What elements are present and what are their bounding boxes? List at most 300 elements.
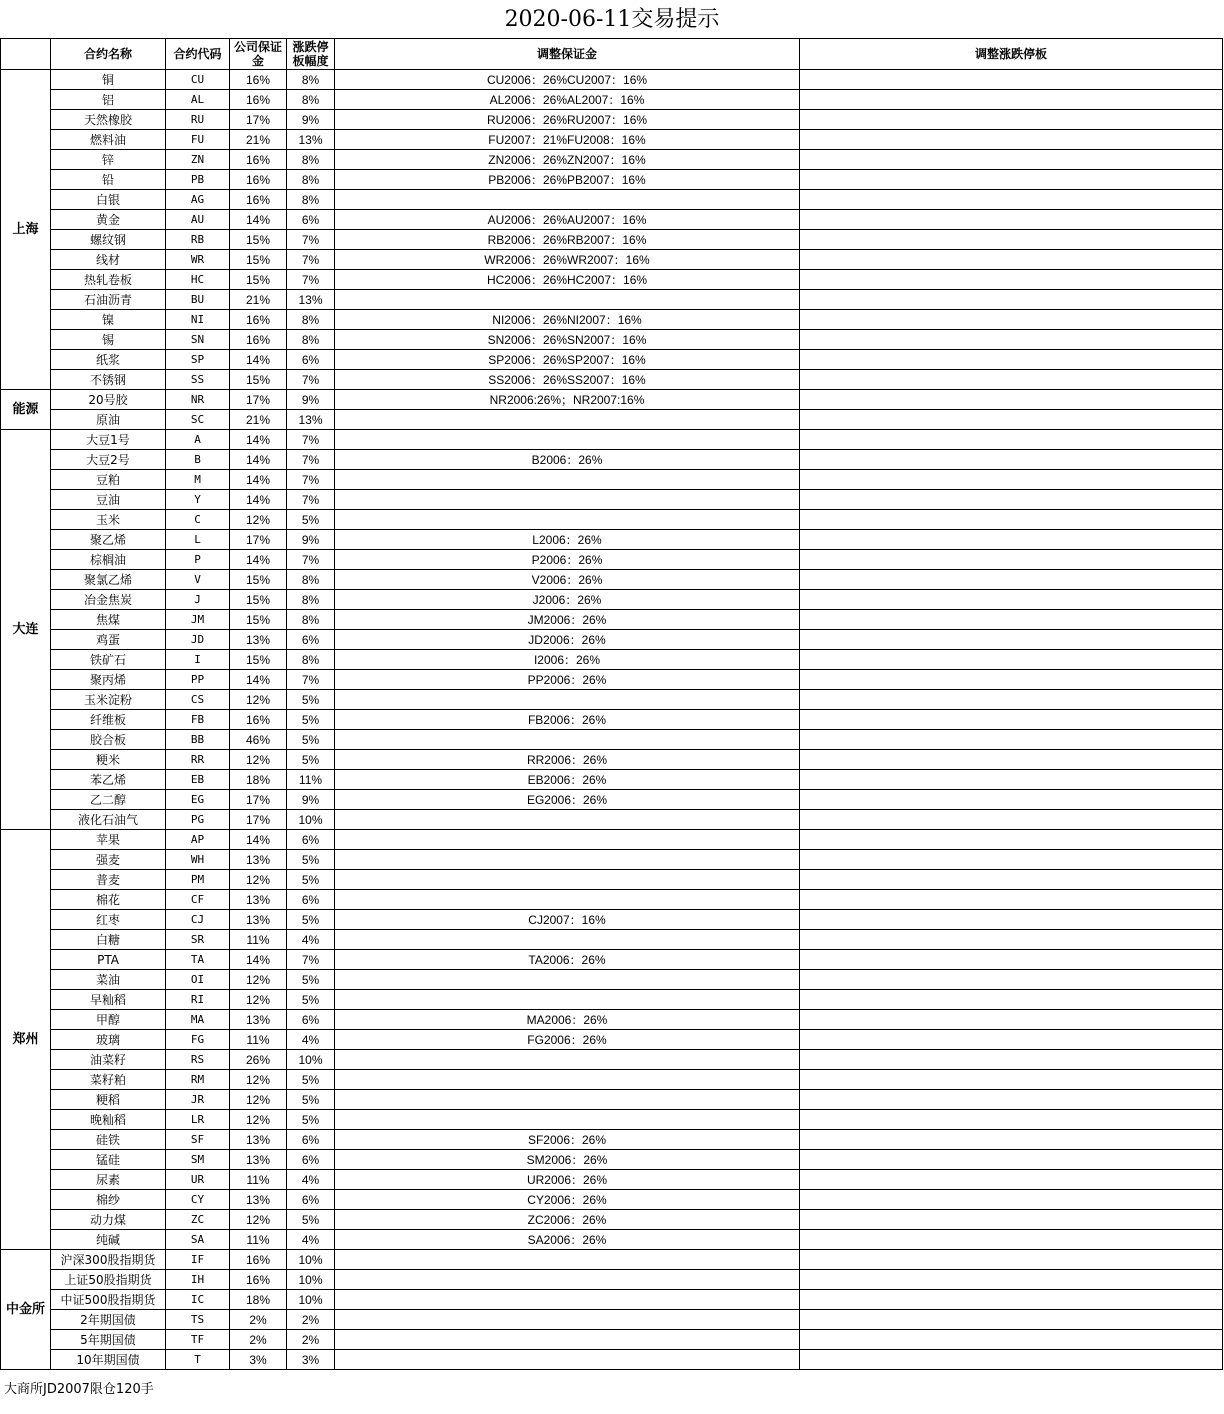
price-limit-cell: 10% [287, 810, 335, 830]
price-limit-cell: 7% [287, 470, 335, 490]
table-row [1, 870, 1223, 890]
table-row [1, 330, 1223, 350]
price-limit-cell: 8% [287, 70, 335, 90]
contract-code-cell: IH [166, 1270, 230, 1290]
adjusted-margin-cell: J2006：26% [335, 590, 800, 610]
adjusted-margin-cell: L2006：26% [335, 530, 800, 550]
adjusted-limit-cell [800, 370, 1223, 390]
adjusted-limit-cell [800, 1050, 1223, 1070]
company-margin-cell: 2% [230, 1310, 287, 1330]
contract-code-cell: RU [166, 110, 230, 130]
price-limit-cell: 5% [287, 750, 335, 770]
contract-name-cell: 黄金 [51, 210, 166, 230]
price-limit-cell: 8% [287, 170, 335, 190]
adjusted-limit-cell [800, 1150, 1223, 1170]
company-margin-cell: 15% [230, 650, 287, 670]
table-row [1, 990, 1223, 1010]
company-margin-cell: 15% [230, 570, 287, 590]
company-margin-cell: 18% [230, 1290, 287, 1310]
adjusted-limit-cell [800, 890, 1223, 910]
contract-name-cell: 燃料油 [51, 130, 166, 150]
adjusted-limit-cell [800, 650, 1223, 670]
table-row [1, 670, 1223, 690]
price-limit-cell: 13% [287, 410, 335, 430]
table-body [1, 70, 1223, 1370]
adjusted-margin-cell [335, 1110, 800, 1130]
price-limit-cell: 9% [287, 530, 335, 550]
contract-name-cell: 上证50股指期货 [51, 1270, 166, 1290]
contract-code-cell: Y [166, 490, 230, 510]
adjusted-margin-cell: FB2006：26% [335, 710, 800, 730]
table-row [1, 1350, 1223, 1370]
contract-code-cell: T [166, 1350, 230, 1370]
adjusted-margin-cell: V2006：26% [335, 570, 800, 590]
table-row [1, 90, 1223, 110]
contract-code-cell: SF [166, 1130, 230, 1150]
table-row [1, 150, 1223, 170]
contract-code-cell: NI [166, 310, 230, 330]
price-limit-cell: 7% [287, 450, 335, 470]
table-row [1, 1130, 1223, 1150]
contract-name-cell: 苹果 [51, 830, 166, 850]
adjusted-margin-cell [335, 510, 800, 530]
contract-code-cell: NR [166, 390, 230, 410]
adjusted-margin-cell: SF2006：26% [335, 1130, 800, 1150]
table-row [1, 610, 1223, 630]
adjusted-margin-cell: SS2006：26%SS2007：16% [335, 370, 800, 390]
price-limit-cell: 2% [287, 1310, 335, 1330]
price-limit-cell: 13% [287, 130, 335, 150]
table-row [1, 510, 1223, 530]
adjusted-margin-cell [335, 730, 800, 750]
table-row [1, 550, 1223, 570]
company-margin-cell: 15% [230, 270, 287, 290]
adjusted-margin-cell [335, 1330, 800, 1350]
price-limit-cell: 5% [287, 1210, 335, 1230]
table-row [1, 910, 1223, 930]
contract-name-cell: 动力煤 [51, 1210, 166, 1230]
price-limit-cell: 11% [287, 770, 335, 790]
adjusted-limit-cell [800, 250, 1223, 270]
exchange-cell: 上海 [1, 70, 51, 390]
company-margin-cell: 16% [230, 190, 287, 210]
contract-code-cell: EG [166, 790, 230, 810]
price-limit-cell: 4% [287, 1170, 335, 1190]
adjusted-limit-cell [800, 1250, 1223, 1270]
adjusted-limit-cell [800, 1170, 1223, 1190]
contract-code-cell: AG [166, 190, 230, 210]
adjusted-margin-cell: CJ2007：16% [335, 910, 800, 930]
price-limit-cell: 5% [287, 990, 335, 1010]
contract-name-cell: 焦煤 [51, 610, 166, 630]
price-limit-cell: 6% [287, 350, 335, 370]
price-limit-cell: 5% [287, 710, 335, 730]
company-margin-cell: 12% [230, 1210, 287, 1230]
table-row [1, 970, 1223, 990]
adjusted-margin-cell: JD2006：26% [335, 630, 800, 650]
table-row [1, 1310, 1223, 1330]
adjusted-limit-cell [800, 930, 1223, 950]
table-row [1, 70, 1223, 90]
table-row [1, 390, 1223, 410]
table-row [1, 570, 1223, 590]
adjusted-limit-cell [800, 350, 1223, 370]
price-limit-cell: 8% [287, 570, 335, 590]
price-limit-cell: 10% [287, 1290, 335, 1310]
contract-code-cell: PM [166, 870, 230, 890]
contract-name-cell: 棉纱 [51, 1190, 166, 1210]
adjusted-margin-cell [335, 290, 800, 310]
header-row [1, 39, 1223, 70]
company-margin-cell: 15% [230, 590, 287, 610]
adjusted-limit-cell [800, 990, 1223, 1010]
contract-code-cell: PB [166, 170, 230, 190]
adjusted-limit-cell [800, 610, 1223, 630]
adjusted-margin-cell: AL2006：26%AL2007：16% [335, 90, 800, 110]
adjusted-limit-cell [800, 750, 1223, 770]
price-limit-cell: 7% [287, 370, 335, 390]
adjusted-margin-cell: PP2006：26% [335, 670, 800, 690]
contract-code-cell: IC [166, 1290, 230, 1310]
adjusted-limit-cell [800, 490, 1223, 510]
contract-code-cell: AU [166, 210, 230, 230]
company-margin-cell: 21% [230, 290, 287, 310]
adjusted-limit-cell [800, 1230, 1223, 1250]
contract-name-cell: 菜籽粕 [51, 1070, 166, 1090]
table-row [1, 710, 1223, 730]
contract-code-cell: J [166, 590, 230, 610]
price-limit-cell: 7% [287, 950, 335, 970]
contract-code-cell: SN [166, 330, 230, 350]
price-limit-cell: 8% [287, 610, 335, 630]
table-row [1, 1050, 1223, 1070]
price-limit-cell: 13% [287, 290, 335, 310]
table-row [1, 650, 1223, 670]
header-adjusted-margin: 调整保证金 [335, 39, 800, 70]
adjusted-limit-cell [800, 1130, 1223, 1150]
table-row [1, 750, 1223, 770]
adjusted-limit-cell [800, 1110, 1223, 1130]
contract-name-cell: 热轧卷板 [51, 270, 166, 290]
table-row [1, 1230, 1223, 1250]
company-margin-cell: 12% [230, 510, 287, 530]
adjusted-limit-cell [800, 1070, 1223, 1090]
contract-name-cell: 纸浆 [51, 350, 166, 370]
contract-code-cell: RI [166, 990, 230, 1010]
contract-code-cell: JR [166, 1090, 230, 1110]
table-row [1, 1150, 1223, 1170]
price-limit-cell: 9% [287, 110, 335, 130]
contract-name-cell: 聚乙烯 [51, 530, 166, 550]
contract-code-cell: CY [166, 1190, 230, 1210]
price-limit-cell: 5% [287, 1090, 335, 1110]
contract-code-cell: OI [166, 970, 230, 990]
table-row [1, 1190, 1223, 1210]
adjusted-limit-cell [800, 1270, 1223, 1290]
contract-name-cell: 5年期国债 [51, 1330, 166, 1350]
exchange-cell: 大连 [1, 430, 51, 830]
adjusted-margin-cell [335, 490, 800, 510]
contract-name-cell: 粳米 [51, 750, 166, 770]
company-margin-cell: 13% [230, 1010, 287, 1030]
contract-code-cell: TA [166, 950, 230, 970]
contract-name-cell: 晚籼稻 [51, 1110, 166, 1130]
adjusted-limit-cell [800, 330, 1223, 350]
contract-name-cell: 油菜籽 [51, 1050, 166, 1070]
price-limit-cell: 8% [287, 90, 335, 110]
company-margin-cell: 13% [230, 1190, 287, 1210]
price-limit-cell: 6% [287, 1130, 335, 1150]
table-row [1, 1030, 1223, 1050]
contract-name-cell: 菜油 [51, 970, 166, 990]
table-row [1, 470, 1223, 490]
adjusted-limit-cell [800, 710, 1223, 730]
company-margin-cell: 26% [230, 1050, 287, 1070]
contract-name-cell: 2年期国债 [51, 1310, 166, 1330]
company-margin-cell: 16% [230, 310, 287, 330]
company-margin-cell: 12% [230, 1110, 287, 1130]
table-row [1, 830, 1223, 850]
company-margin-cell: 14% [230, 550, 287, 570]
price-limit-cell: 6% [287, 890, 335, 910]
contract-name-cell: 苯乙烯 [51, 770, 166, 790]
contract-name-cell: 锌 [51, 150, 166, 170]
company-margin-cell: 11% [230, 1030, 287, 1050]
adjusted-limit-cell [800, 470, 1223, 490]
company-margin-cell: 16% [230, 170, 287, 190]
contract-name-cell: 铁矿石 [51, 650, 166, 670]
contract-code-cell: JM [166, 610, 230, 630]
header-exchange [1, 39, 51, 70]
adjusted-margin-cell: RR2006：26% [335, 750, 800, 770]
contract-code-cell: AP [166, 830, 230, 850]
adjusted-limit-cell [800, 110, 1223, 130]
adjusted-margin-cell: I2006：26% [335, 650, 800, 670]
contract-name-cell: 红枣 [51, 910, 166, 930]
price-limit-cell: 7% [287, 230, 335, 250]
contract-code-cell: SS [166, 370, 230, 390]
price-limit-cell: 8% [287, 190, 335, 210]
company-margin-cell: 16% [230, 1270, 287, 1290]
contract-code-cell: ZC [166, 1210, 230, 1230]
company-margin-cell: 17% [230, 530, 287, 550]
table-row [1, 1010, 1223, 1030]
adjusted-margin-cell [335, 970, 800, 990]
contract-code-cell: EB [166, 770, 230, 790]
price-limit-cell: 9% [287, 790, 335, 810]
contract-code-cell: CJ [166, 910, 230, 930]
table-row [1, 1110, 1223, 1130]
adjusted-limit-cell [800, 1090, 1223, 1110]
adjusted-margin-cell: NR2006:26%；NR2007:16% [335, 390, 800, 410]
contract-name-cell: 沪深300股指期货 [51, 1250, 166, 1270]
table-row [1, 490, 1223, 510]
company-margin-cell: 16% [230, 70, 287, 90]
table-row [1, 430, 1223, 450]
adjusted-margin-cell: UR2006：26% [335, 1170, 800, 1190]
contract-name-cell: 棉花 [51, 890, 166, 910]
company-margin-cell: 21% [230, 410, 287, 430]
adjusted-margin-cell: SM2006：26% [335, 1150, 800, 1170]
company-margin-cell: 13% [230, 850, 287, 870]
adjusted-limit-cell [800, 230, 1223, 250]
contract-code-cell: RS [166, 1050, 230, 1070]
adjusted-limit-cell [800, 1310, 1223, 1330]
price-limit-cell: 8% [287, 310, 335, 330]
adjusted-limit-cell [800, 690, 1223, 710]
company-margin-cell: 14% [230, 350, 287, 370]
exchange-cell: 郑州 [1, 830, 51, 1250]
contract-code-cell: BB [166, 730, 230, 750]
adjusted-limit-cell [800, 1010, 1223, 1030]
adjusted-margin-cell: CY2006：26% [335, 1190, 800, 1210]
adjusted-margin-cell: SN2006：26%SN2007：16% [335, 330, 800, 350]
adjusted-limit-cell [800, 290, 1223, 310]
contract-name-cell: 鸡蛋 [51, 630, 166, 650]
contract-code-cell: WH [166, 850, 230, 870]
contract-name-cell: 铜 [51, 70, 166, 90]
adjusted-margin-cell [335, 850, 800, 870]
price-limit-cell: 8% [287, 650, 335, 670]
company-margin-cell: 17% [230, 790, 287, 810]
table-row [1, 1090, 1223, 1110]
contract-code-cell: CS [166, 690, 230, 710]
price-limit-cell: 7% [287, 270, 335, 290]
table-row [1, 310, 1223, 330]
contract-code-cell: RM [166, 1070, 230, 1090]
price-limit-cell: 6% [287, 630, 335, 650]
contract-code-cell: M [166, 470, 230, 490]
adjusted-margin-cell [335, 990, 800, 1010]
contract-name-cell: 甲醇 [51, 1010, 166, 1030]
adjusted-margin-cell: CU2006：26%CU2007：16% [335, 70, 800, 90]
contract-name-cell: 豆油 [51, 490, 166, 510]
table-row [1, 1270, 1223, 1290]
company-margin-cell: 12% [230, 990, 287, 1010]
price-limit-cell: 6% [287, 1150, 335, 1170]
price-limit-cell: 4% [287, 930, 335, 950]
table-row [1, 850, 1223, 870]
adjusted-limit-cell [800, 1290, 1223, 1310]
contract-code-cell: SC [166, 410, 230, 430]
contract-code-cell: SM [166, 1150, 230, 1170]
contract-code-cell: SR [166, 930, 230, 950]
contract-code-cell: B [166, 450, 230, 470]
company-margin-cell: 3% [230, 1350, 287, 1370]
adjusted-limit-cell [800, 770, 1223, 790]
company-margin-cell: 16% [230, 330, 287, 350]
contract-code-cell: AL [166, 90, 230, 110]
table-row [1, 130, 1223, 150]
company-margin-cell: 12% [230, 1090, 287, 1110]
company-margin-cell: 21% [230, 130, 287, 150]
company-margin-cell: 12% [230, 750, 287, 770]
adjusted-margin-cell [335, 1310, 800, 1330]
contract-code-cell: A [166, 430, 230, 450]
company-margin-cell: 14% [230, 950, 287, 970]
contract-name-cell: 螺纹钢 [51, 230, 166, 250]
price-limit-cell: 7% [287, 550, 335, 570]
price-limit-cell: 5% [287, 690, 335, 710]
adjusted-margin-cell: FG2006：26% [335, 1030, 800, 1050]
contract-code-cell: LR [166, 1110, 230, 1130]
company-margin-cell: 13% [230, 910, 287, 930]
company-margin-cell: 11% [230, 930, 287, 950]
adjusted-limit-cell [800, 210, 1223, 230]
company-margin-cell: 16% [230, 150, 287, 170]
adjusted-limit-cell [800, 190, 1223, 210]
adjusted-margin-cell: B2006：26% [335, 450, 800, 470]
adjusted-margin-cell: PB2006：26%PB2007：16% [335, 170, 800, 190]
contract-name-cell: 冶金焦炭 [51, 590, 166, 610]
adjusted-margin-cell [335, 870, 800, 890]
contract-name-cell: 白糖 [51, 930, 166, 950]
adjusted-limit-cell [800, 150, 1223, 170]
adjusted-margin-cell: ZC2006：26% [335, 1210, 800, 1230]
adjusted-margin-cell: MA2006：26% [335, 1010, 800, 1030]
header-company-margin: 公司保证金 [230, 39, 287, 70]
adjusted-limit-cell [800, 270, 1223, 290]
table-row [1, 770, 1223, 790]
adjusted-limit-cell [800, 870, 1223, 890]
price-limit-cell: 10% [287, 1270, 335, 1290]
company-margin-cell: 12% [230, 970, 287, 990]
adjusted-margin-cell [335, 1090, 800, 1110]
adjusted-margin-cell: RB2006：26%RB2007：16% [335, 230, 800, 250]
adjusted-limit-cell [800, 70, 1223, 90]
price-limit-cell: 6% [287, 210, 335, 230]
adjusted-margin-cell: SA2006：26% [335, 1230, 800, 1250]
company-margin-cell: 12% [230, 870, 287, 890]
contract-code-cell: SA [166, 1230, 230, 1250]
adjusted-margin-cell [335, 830, 800, 850]
contract-code-cell: FB [166, 710, 230, 730]
company-margin-cell: 14% [230, 210, 287, 230]
contract-name-cell: 白银 [51, 190, 166, 210]
company-margin-cell: 14% [230, 470, 287, 490]
company-margin-cell: 15% [230, 250, 287, 270]
table-row [1, 690, 1223, 710]
header-adjusted-limit: 调整涨跌停板 [800, 39, 1223, 70]
contract-name-cell: 锰硅 [51, 1150, 166, 1170]
table-row [1, 1210, 1223, 1230]
company-margin-cell: 15% [230, 610, 287, 630]
price-limit-cell: 9% [287, 390, 335, 410]
company-margin-cell: 11% [230, 1230, 287, 1250]
contract-name-cell: 石油沥青 [51, 290, 166, 310]
contract-code-cell: RR [166, 750, 230, 770]
contract-code-cell: C [166, 510, 230, 530]
table-row [1, 630, 1223, 650]
price-limit-cell: 5% [287, 970, 335, 990]
footnote: 大商所JD2007限仓120手 [4, 1382, 154, 1397]
adjusted-margin-cell: TA2006：26% [335, 950, 800, 970]
table-row [1, 450, 1223, 470]
adjusted-margin-cell: HC2006：26%HC2007：16% [335, 270, 800, 290]
contract-code-cell: FU [166, 130, 230, 150]
contract-name-cell: 玻璃 [51, 1030, 166, 1050]
adjusted-limit-cell [800, 670, 1223, 690]
table-row [1, 230, 1223, 250]
table-row [1, 1290, 1223, 1310]
company-margin-cell: 17% [230, 110, 287, 130]
contract-name-cell: 大豆1号 [51, 430, 166, 450]
adjusted-limit-cell [800, 1190, 1223, 1210]
company-margin-cell: 12% [230, 690, 287, 710]
contract-name-cell: 铝 [51, 90, 166, 110]
table-row [1, 810, 1223, 830]
adjusted-margin-cell [335, 470, 800, 490]
